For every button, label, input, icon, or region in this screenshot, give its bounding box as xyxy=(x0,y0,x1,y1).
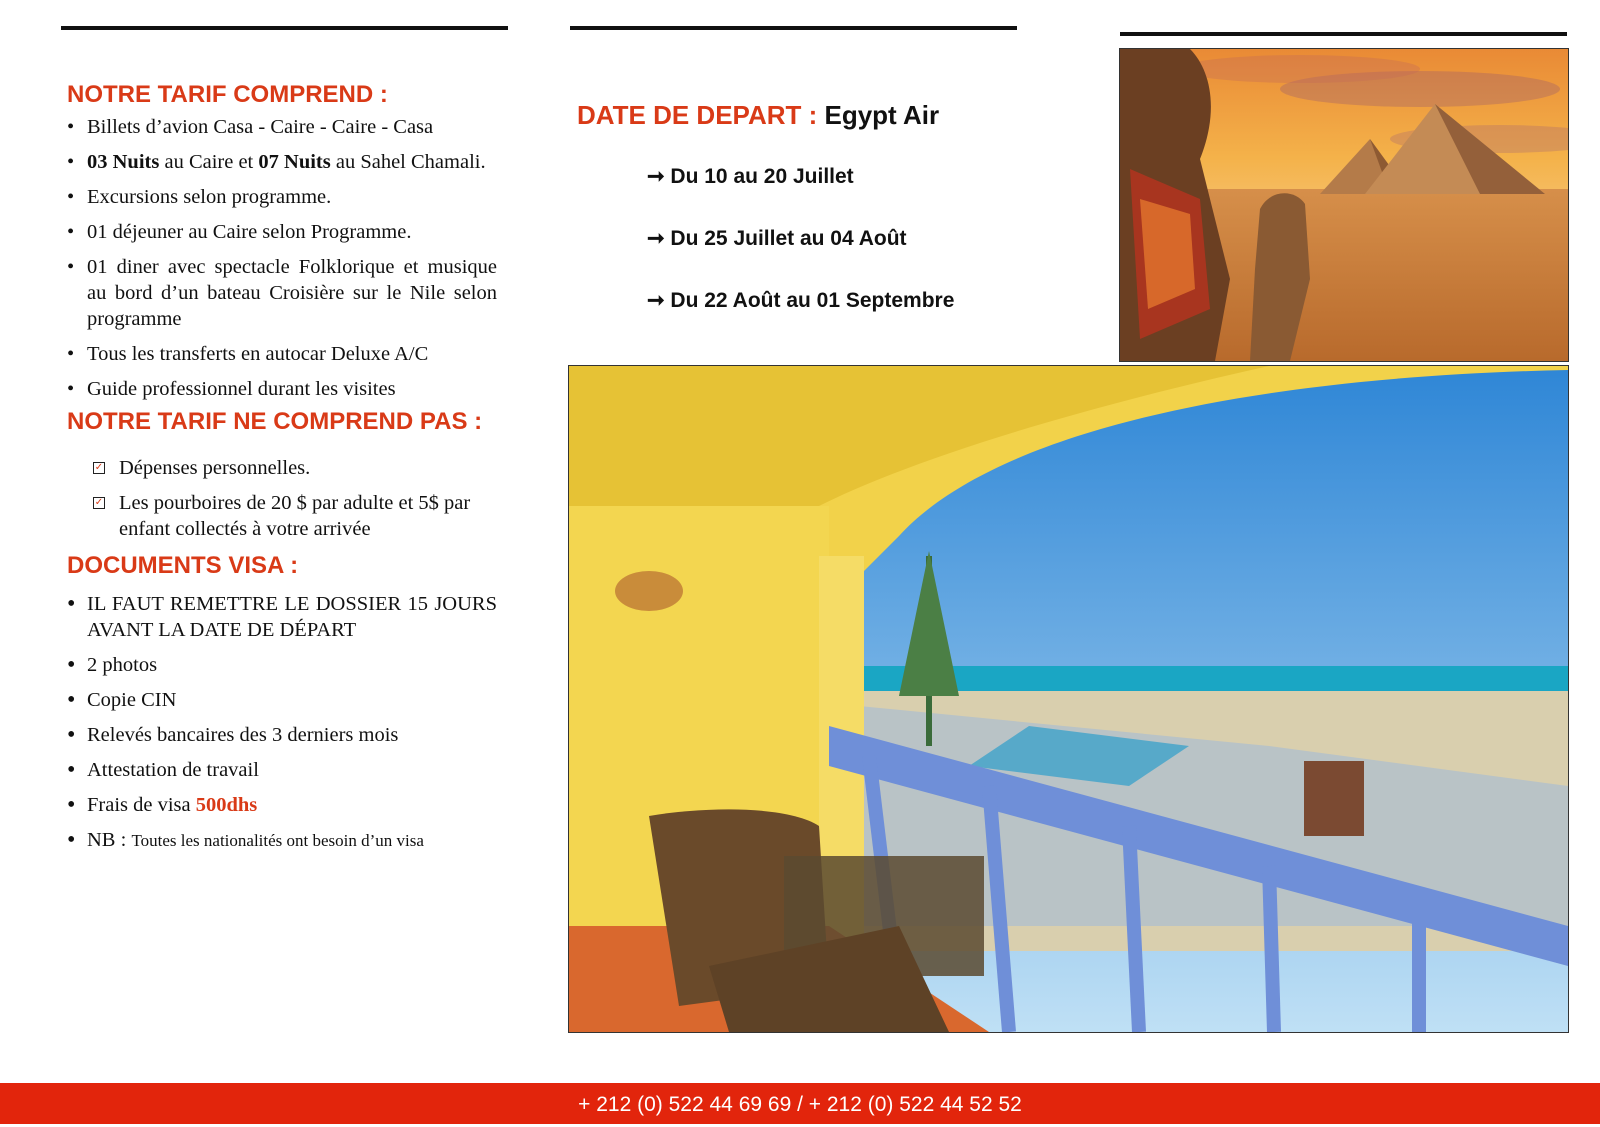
airline-name: Egypt Air xyxy=(824,100,940,130)
departure-date: ➞ Du 10 au 20 Juillet xyxy=(647,165,854,188)
visa-fee-value: 500dhs xyxy=(195,794,258,816)
list-item: • Billets d’avion Casa - Caire - Caire - Casa xyxy=(67,114,497,140)
departure-title xyxy=(577,100,1097,131)
nb-label: NB : xyxy=(87,829,132,851)
list-item: • Copie CIN xyxy=(67,687,497,713)
departure-date: ➞ Du 22 Août au 01 Septembre xyxy=(647,289,955,312)
visa-list xyxy=(67,591,497,854)
list-item: • 01 déjeuner au Caire selon Programme. xyxy=(67,219,497,245)
checkbox-icon: ✓ xyxy=(94,462,104,473)
list-item: • 01 diner avec spectacle Folklorique et musique au bord d’un bateau Croisière sur le Nile selon programme xyxy=(67,254,497,332)
nights-cairo: 03 Nuits xyxy=(87,151,160,173)
departure-dates-list xyxy=(647,165,1097,313)
list-item: • IL FAUT REMETTRE LE DOSSIER 15 JOURS AVANT LA DATE DE DÉPART xyxy=(67,591,497,643)
checkbox-icon: ✓ xyxy=(94,497,104,508)
list-item xyxy=(93,490,497,542)
nb-text: Toutes les nationalités ont besoin d’un visa xyxy=(131,831,424,850)
top-rule-middle xyxy=(570,26,1017,30)
departure-label: DATE DE DEPART : xyxy=(577,100,825,130)
excludes-list xyxy=(67,455,497,542)
footer-contact-bar xyxy=(0,1083,1600,1124)
list-item: • Relevés bancaires des 3 derniers mois xyxy=(67,722,497,748)
top-rule-right xyxy=(1120,32,1567,36)
list-item-nights xyxy=(67,149,497,175)
pyramids-illustration xyxy=(1120,49,1568,361)
visa-fee-label: Frais de visa xyxy=(87,794,196,816)
nights-sahel: 07 Nuits xyxy=(258,151,331,173)
nights-text-2: au Sahel Chamali. xyxy=(330,151,486,173)
list-item-nb xyxy=(67,827,497,854)
departure-date: ➞ Du 25 Juillet au 04 Août xyxy=(647,227,907,250)
middle-column xyxy=(577,100,1097,351)
exclude-text: Dépenses personnelles. xyxy=(119,457,311,479)
includes-heading: NOTRE TARIF COMPREND : xyxy=(67,81,388,108)
top-rule-left xyxy=(61,26,508,30)
phone-numbers[interactable]: + 212 (0) 522 44 69 69 / + 212 (0) 522 44 52 52 xyxy=(578,1093,1022,1116)
resort-illustration xyxy=(569,366,1568,1032)
nights-text-1: au Caire et xyxy=(159,151,259,173)
left-column xyxy=(67,80,497,863)
exclude-text: Les pourboires de 20 $ par adulte et 5$ par enfant collectés à votre arrivée xyxy=(119,492,471,540)
includes-list xyxy=(67,114,497,402)
pyramids-camels-photo xyxy=(1119,48,1569,362)
list-item: • Guide professionnel durant les visites xyxy=(67,376,497,402)
resort-balcony-photo xyxy=(568,365,1569,1033)
list-item-visa-fee xyxy=(67,792,497,818)
visa-heading: DOCUMENTS VISA : xyxy=(67,552,299,579)
list-item xyxy=(93,455,497,481)
list-item: • 2 photos xyxy=(67,652,497,678)
list-item: • Excursions selon programme. xyxy=(67,184,497,210)
excludes-heading: NOTRE TARIF NE COMPREND PAS : xyxy=(67,408,483,435)
list-item: • Attestation de travail xyxy=(67,757,497,783)
list-item: • Tous les transferts en autocar Deluxe A/C xyxy=(67,341,497,367)
